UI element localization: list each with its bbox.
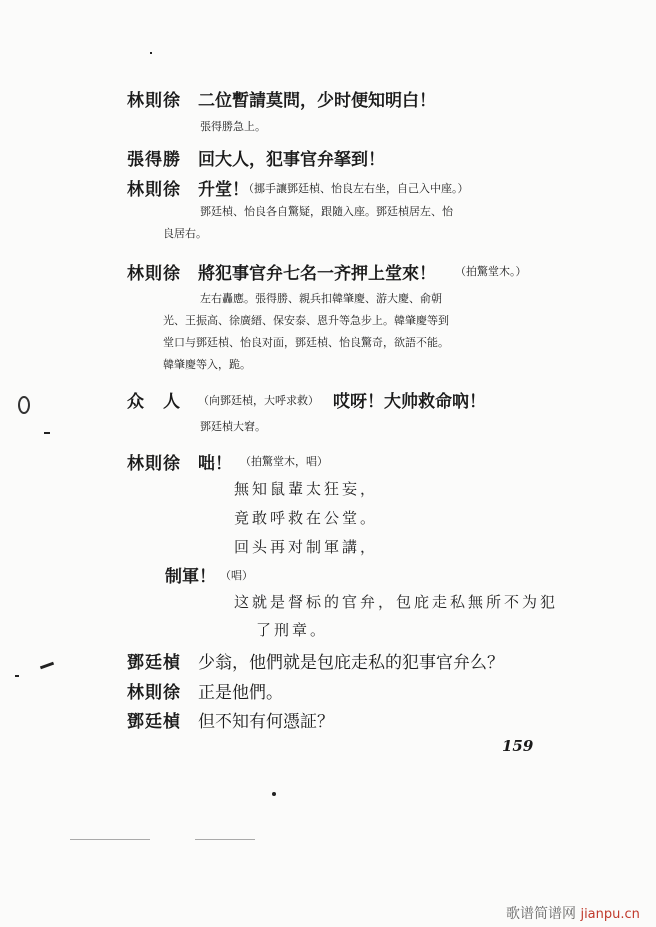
dialogue-line: 將犯事官弁七名一齐押上堂來！ — [198, 264, 436, 284]
speaker-crowd: 众 人 — [127, 392, 181, 412]
sung-verse: 無知鼠輩太狂妄， — [234, 480, 379, 498]
stage-direction: 鄧廷楨大窘。 — [200, 420, 266, 433]
dialogue-line: 二位暫請莫問，少时便知明白！ — [198, 91, 436, 111]
watermark-en: jianpu.cn — [580, 907, 640, 922]
sung-verse: 回头再对制軍講， — [234, 538, 379, 556]
sung-verse: 竟敢呼救在公堂。 — [234, 509, 379, 527]
stage-note: （唱） — [220, 569, 253, 582]
speaker-lin-zexu: 林則徐 — [127, 683, 181, 703]
stage-note: （挪手讓鄧廷楨、怡良左右坐，自己入中座。） — [243, 182, 469, 195]
dialogue-line: 少翁，他們就是包庇走私的犯事官弁么？ — [198, 653, 504, 673]
stage-note: （拍驚堂木，唱） — [240, 455, 328, 468]
scan-artifact — [272, 792, 276, 796]
speaker-lin-zexu: 林則徐 — [127, 264, 181, 284]
address-zhijun: 制軍！ — [165, 567, 216, 587]
speaker-deng-tingzhen: 鄧廷楨 — [127, 712, 181, 732]
scan-artifact — [15, 675, 19, 677]
stage-direction: 左右轟應。張得勝、親兵扣韓肇慶、游大慶、俞朝 — [200, 292, 442, 305]
scan-artifact — [18, 396, 30, 414]
speaker-lin-zexu: 林則徐 — [127, 454, 181, 474]
site-watermark — [506, 903, 640, 923]
watermark-cn: 歌谱简谱网 — [506, 906, 576, 922]
dialogue-line: 升堂！ — [198, 180, 249, 200]
sung-verse: 了刑章。 — [256, 621, 329, 639]
speaker-lin-zexu: 林則徐 — [127, 180, 181, 200]
scan-artifact — [44, 432, 50, 434]
scan-artifact — [150, 52, 152, 54]
stage-note: （拍驚堂木。） — [455, 265, 527, 278]
speaker-deng-tingzhen: 鄧廷楨 — [127, 653, 181, 673]
page-number: 159 — [502, 737, 534, 755]
stage-direction: 鄧廷楨、怡良各自驚疑，跟隨入座。鄧廷楨居左、怡 — [200, 205, 453, 218]
dialogue-line: 咄！ — [198, 454, 232, 474]
stage-direction: 堂口与鄧廷楨、怡良对面，鄧廷楨、怡良驚奇，欲語不能。 — [163, 336, 449, 349]
stage-note: （向鄧廷楨，大呼求救） — [198, 394, 319, 407]
scan-artifact — [70, 839, 150, 840]
dialogue-line: 但不知有何憑証？ — [198, 712, 334, 732]
speaker-zhang-desheng: 張得勝 — [127, 150, 181, 170]
stage-direction: 張得勝急上。 — [200, 120, 266, 133]
sung-verse: 这就是督标的官弁，包庇走私無所不为犯 — [234, 593, 559, 611]
stage-direction: 韓肇慶等入，跪。 — [163, 358, 251, 371]
speaker-lin-zexu: 林則徐 — [127, 91, 181, 111]
scan-artifact — [40, 662, 54, 670]
dialogue-line: 回大人，犯事官弁拏到！ — [198, 150, 385, 170]
stage-direction: 良居右。 — [163, 227, 207, 240]
stage-direction: 光、王振高、徐廣縉、保安泰、恩升等急步上。韓肇慶等到 — [163, 314, 449, 327]
scan-artifact — [195, 839, 255, 840]
dialogue-line: 哎呀！大帅救命吶！ — [333, 392, 486, 412]
dialogue-line: 正是他們。 — [198, 683, 283, 703]
